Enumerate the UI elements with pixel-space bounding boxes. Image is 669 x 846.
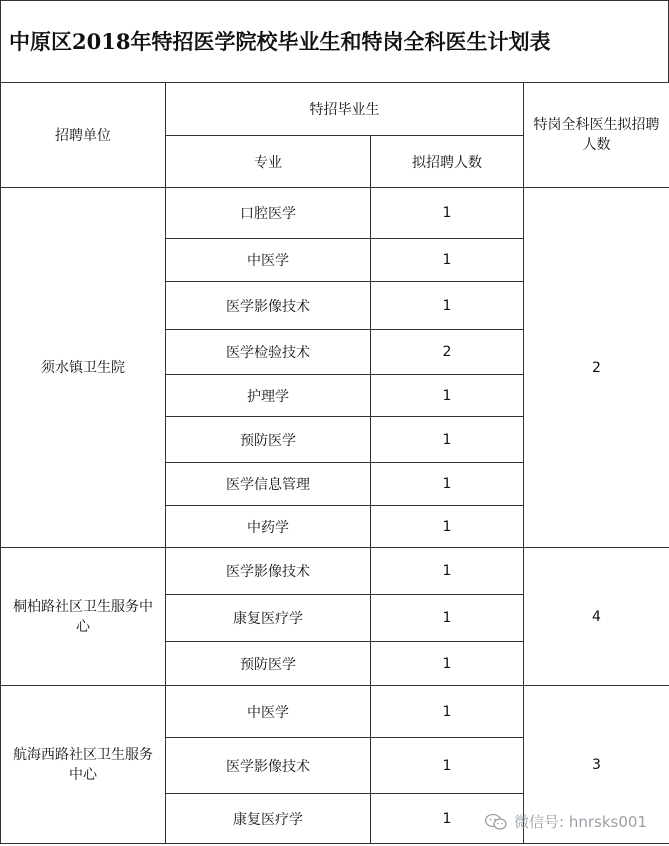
major-cell: 康复医疗学 xyxy=(166,794,371,844)
major-cell: 康复医疗学 xyxy=(166,595,371,642)
header-gp-planned xyxy=(524,83,669,188)
major-cell: 医学信息管理 xyxy=(166,463,371,506)
major-cell: 预防医学 xyxy=(166,642,371,686)
major-cell: 预防医学 xyxy=(166,417,371,463)
major-cell: 医学影像技术 xyxy=(166,282,371,330)
unit-name: 须水镇卫生院 xyxy=(1,188,166,548)
gp-count-cell: 2 xyxy=(524,188,669,548)
count-cell: 1 xyxy=(371,239,524,282)
major-cell: 医学检验技术 xyxy=(166,330,371,375)
count-cell: 1 xyxy=(371,282,524,330)
wechat-watermark xyxy=(484,811,647,832)
unit-name xyxy=(1,548,166,686)
major-cell: 护理学 xyxy=(166,375,371,417)
count-cell: 1 xyxy=(371,375,524,417)
unit-name-line2: 中心 xyxy=(69,766,97,783)
header-major: 专业 xyxy=(166,136,371,188)
count-cell: 1 xyxy=(371,188,524,239)
count-cell: 1 xyxy=(371,642,524,686)
header-unit: 招聘单位 xyxy=(1,83,166,188)
major-cell: 中药学 xyxy=(166,506,371,548)
unit-name-line1: 航海西路社区卫生服务 xyxy=(13,746,153,763)
header-special-grads: 特招毕业生 xyxy=(166,83,524,136)
major-cell: 医学影像技术 xyxy=(166,548,371,595)
count-cell: 1 xyxy=(371,686,524,738)
count-cell: 1 xyxy=(371,506,524,548)
count-cell: 1 xyxy=(371,738,524,794)
major-cell: 口腔医学 xyxy=(166,188,371,239)
count-cell: 1 xyxy=(371,417,524,463)
count-cell: 1 xyxy=(371,794,524,844)
watermark-text: 微信号: hnrsks001 xyxy=(514,813,647,831)
major-cell: 中医学 xyxy=(166,686,371,738)
plan-table xyxy=(0,82,669,844)
unit-name-line2: 心 xyxy=(76,618,90,635)
count-cell: 1 xyxy=(371,548,524,595)
wechat-icon xyxy=(484,813,508,831)
count-cell: 2 xyxy=(371,330,524,375)
count-cell: 1 xyxy=(371,463,524,506)
gp-count-cell: 3 xyxy=(524,686,669,844)
count-cell: 1 xyxy=(371,595,524,642)
unit-name-line1: 桐柏路社区卫生服务中 xyxy=(13,598,153,615)
major-cell: 医学影像技术 xyxy=(166,738,371,794)
header-gp-planned-text: 特岗全科医生拟招聘人数 xyxy=(533,117,660,153)
header-planned-count: 拟招聘人数 xyxy=(371,136,524,188)
page-title: 中原区2018年特招医学院校毕业生和特岗全科医生计划表 xyxy=(0,0,669,82)
unit-name xyxy=(1,686,166,844)
major-cell: 中医学 xyxy=(166,239,371,282)
gp-count-cell: 4 xyxy=(524,548,669,686)
